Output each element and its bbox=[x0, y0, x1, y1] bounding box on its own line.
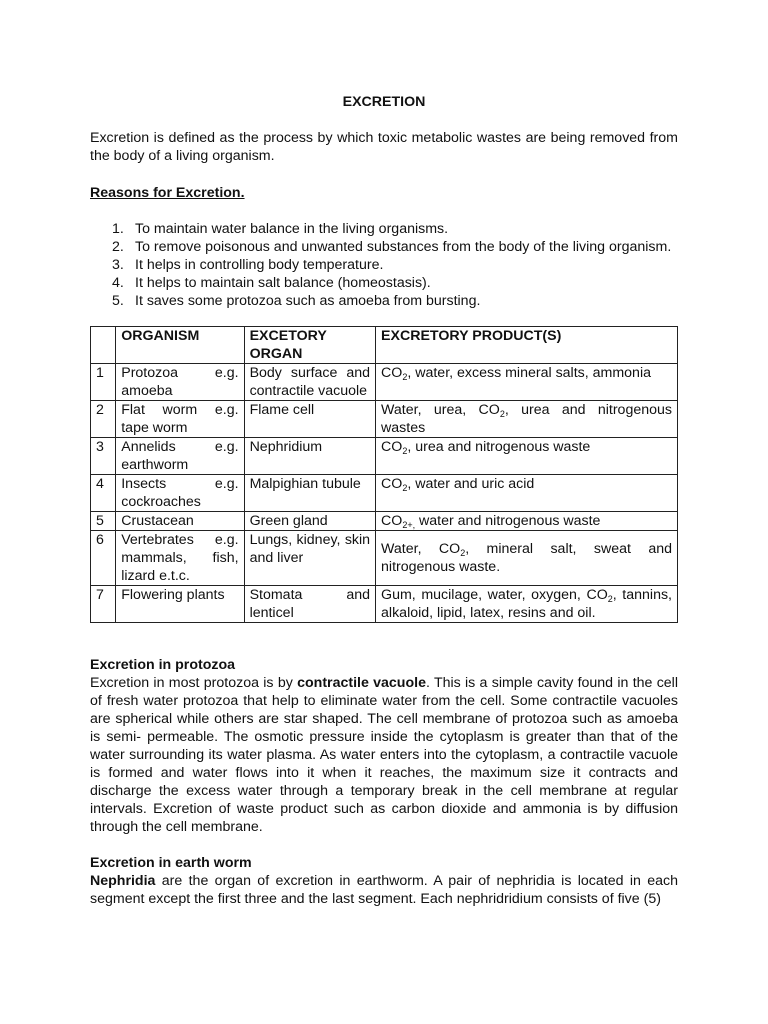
table-row bbox=[91, 438, 678, 475]
table-row bbox=[91, 512, 678, 531]
product-text: , water, excess mineral salts, ammonia bbox=[407, 365, 651, 381]
reason-text: To maintain water balance in the living organisms. bbox=[135, 221, 449, 237]
product-text: , tannins, alkaloid, lipid, latex, resins and oil. bbox=[381, 587, 672, 621]
row-organism: Flowering plants bbox=[116, 586, 244, 623]
product-text: CO bbox=[381, 513, 403, 529]
row-organism: Crustacean bbox=[116, 512, 244, 531]
earthworm-paragraph bbox=[90, 872, 678, 908]
row-organ: Flame cell bbox=[244, 401, 375, 438]
table-row bbox=[91, 531, 678, 586]
product-subscript: 2 bbox=[499, 409, 505, 419]
row-organ: Green gland bbox=[244, 512, 375, 531]
header-organism: ORGANISM bbox=[116, 327, 244, 364]
row-organ: Lungs, kidney, skin and liver bbox=[244, 531, 375, 586]
row-organism: Flat worm e.g. tape worm bbox=[116, 401, 244, 438]
reason-text: It saves some protozoa such as amoeba from bursting. bbox=[135, 293, 481, 309]
product-text: Water, CO bbox=[381, 541, 461, 557]
product-text: CO bbox=[381, 439, 403, 455]
earthworm-heading: Excretion in earth worm bbox=[90, 855, 252, 871]
reason-text: It helps to maintain salt balance (homeostasis). bbox=[135, 275, 431, 291]
row-organism: Vertebrates e.g. mammals, fish, lizard e.t.c. bbox=[116, 531, 244, 586]
row-number: 3 bbox=[91, 438, 116, 475]
reason-item bbox=[90, 256, 678, 274]
row-product bbox=[376, 475, 678, 512]
document-page bbox=[90, 93, 678, 908]
protozoa-heading: Excretion in protozoa bbox=[90, 657, 236, 673]
reason-text: It helps in controlling body temperature. bbox=[135, 257, 384, 273]
table-row bbox=[91, 401, 678, 438]
earthworm-text: are the organ of excretion in earthworm. A pair of nephridia is located in each segment except the first three and the last segment. Each nephridridium consists of five (5) bbox=[90, 873, 678, 907]
product-subscript: 2 bbox=[607, 594, 613, 604]
row-organ: Malpighian tubule bbox=[244, 475, 375, 512]
product-text: Water, urea, CO bbox=[381, 402, 500, 418]
header-organ: EXCETORY ORGAN bbox=[244, 327, 375, 364]
table-header-row bbox=[91, 327, 678, 364]
product-text: Gum, mucilage, water, oxygen, CO bbox=[381, 587, 608, 603]
product-subscript: 2 bbox=[402, 446, 408, 456]
product-subscript: 2+, bbox=[402, 520, 416, 530]
row-number: 6 bbox=[91, 531, 116, 586]
row-product bbox=[376, 512, 678, 531]
reason-item bbox=[90, 274, 678, 292]
row-product bbox=[376, 438, 678, 475]
row-product bbox=[376, 401, 678, 438]
reasons-list bbox=[90, 220, 678, 310]
product-text: water and nitrogenous waste bbox=[415, 513, 601, 529]
reason-number: 3. bbox=[112, 257, 124, 273]
row-organ: Stomata and lenticel bbox=[244, 586, 375, 623]
header-product: EXCRETORY PRODUCT(S) bbox=[376, 327, 678, 364]
row-number: 1 bbox=[91, 364, 116, 401]
reasons-heading bbox=[90, 184, 678, 202]
header-number bbox=[91, 327, 116, 364]
row-number: 4 bbox=[91, 475, 116, 512]
row-product bbox=[376, 531, 678, 586]
reason-text: To remove poisonous and unwanted substances from the body of the living organism. bbox=[135, 239, 672, 255]
protozoa-bold-term: contractile vacuole bbox=[297, 675, 426, 691]
product-subscript: 2 bbox=[402, 483, 408, 493]
row-organ: Nephridium bbox=[244, 438, 375, 475]
reason-number: 5. bbox=[112, 293, 124, 309]
row-product bbox=[376, 364, 678, 401]
protozoa-paragraph bbox=[90, 674, 678, 836]
protozoa-text: Excretion in most protozoa is by bbox=[90, 675, 298, 691]
table-row bbox=[91, 586, 678, 623]
row-organism: Annelids e.g. earthworm bbox=[116, 438, 244, 475]
reason-item bbox=[90, 238, 678, 256]
product-subscript: 2 bbox=[402, 372, 408, 382]
product-text: , urea and nitrogenous wastes bbox=[381, 402, 672, 436]
table-row bbox=[91, 475, 678, 512]
reason-number: 4. bbox=[112, 275, 124, 291]
row-organism: Insects e.g. cockroaches bbox=[116, 475, 244, 512]
product-text: , urea and nitrogenous waste bbox=[407, 439, 591, 455]
reason-item bbox=[90, 220, 678, 238]
reasons-heading-text: Reasons for Excretion. bbox=[90, 185, 245, 201]
reason-number: 2. bbox=[112, 239, 124, 255]
row-organism: Protozoa e.g. amoeba bbox=[116, 364, 244, 401]
row-number: 5 bbox=[91, 512, 116, 531]
document-title: EXCRETION bbox=[342, 94, 426, 110]
reason-item bbox=[90, 292, 678, 310]
row-number: 7 bbox=[91, 586, 116, 623]
table-row bbox=[91, 364, 678, 401]
product-text: , water and uric acid bbox=[407, 476, 535, 492]
protozoa-text: . This is a simple cavity found in the cell of fresh water protozoa that help to eliminate water from the cell. Some contractile vacuoles are spherical while others are star shaped. The cell membrane of protozoa such as amoeba is semi- permeable. The osmotic pressure inside the cytoplasm is greater than that of the water surrounding its water plasma. As water enters into the cytoplasm, a contractile vacuole is formed and water flows into it when it reaches, the maximum size it contracts and discharge the excess water through a temporary break in the cell membrane at regular intervals. Excretion of waste product such as carbon dioxide and ammonia is by diffusion through the cell membrane. bbox=[90, 675, 678, 835]
product-subscript: 2 bbox=[460, 548, 466, 558]
row-product bbox=[376, 586, 678, 623]
product-text: CO bbox=[381, 476, 403, 492]
row-number: 2 bbox=[91, 401, 116, 438]
product-text: CO bbox=[381, 365, 403, 381]
product-text: , mineral salt, sweat and nitrogenous waste. bbox=[381, 541, 672, 575]
earthworm-bold-term: Nephridia bbox=[90, 873, 156, 889]
reason-number: 1. bbox=[112, 221, 124, 237]
excretion-table bbox=[90, 326, 678, 623]
intro-paragraph: Excretion is defined as the process by which toxic metabolic wastes are being removed from the body of a living organism. bbox=[90, 130, 678, 164]
row-organ: Body surface and contractile vacuole bbox=[244, 364, 375, 401]
